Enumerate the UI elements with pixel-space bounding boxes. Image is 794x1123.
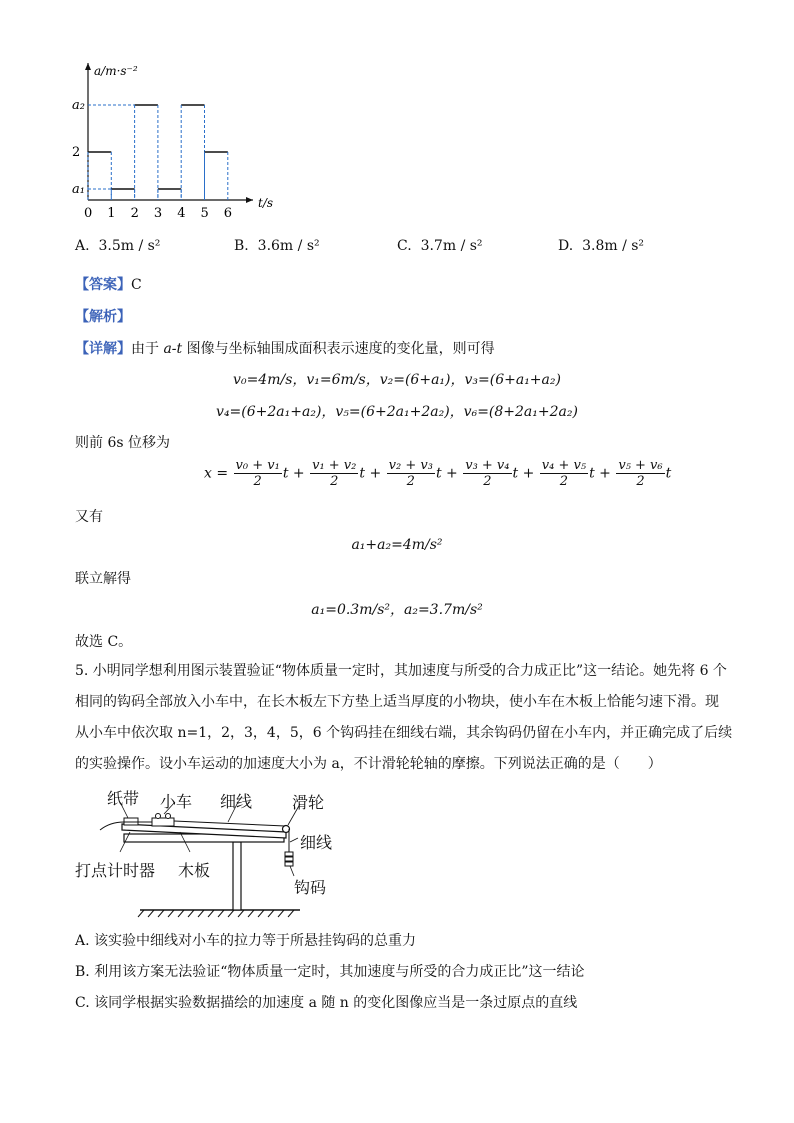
equation-velocities-2: v₄=(6+2a₁+a₂)，v₅=(6+2a₁+2a₂)，v₆=(8+2a₁+2a₂) bbox=[216, 404, 578, 420]
detail-label: 【详解】 bbox=[75, 341, 131, 357]
x-tick-label: 5 bbox=[200, 206, 209, 221]
detail-at: a-t bbox=[163, 341, 183, 357]
displacement-equation: x = $\frac{\text{v₀ + v₁}}{2}$ t + $\frac{\text{v₁ + v₂}}{2}$ t + $\frac{\text{v₂ + v₃}}{2}$ t + $\frac{\text{v₃ + v₄}}{2}$ t + $\frac{\text{v₄ + v₅}}{2}$ t + $\frac{\text{v₅ + v₆}}{2}$ t bbox=[204, 458, 672, 489]
also-text: 又有 bbox=[75, 509, 103, 525]
equation-result: a₁=0.3m/s²，a₂=3.7m/s² bbox=[311, 602, 483, 618]
option-b-letter: B. bbox=[234, 238, 249, 254]
fraction-1: $\frac{\text{v₀ + v₁}}{2}$ bbox=[235, 458, 280, 489]
y-axis-arrow bbox=[85, 63, 91, 70]
conclusion-text: 故选 C。 bbox=[75, 634, 133, 650]
y-axis-label: a/m·s⁻² bbox=[94, 64, 138, 78]
equation-velocities-1: v₀=4m/s，v₁=6m/s，v₂=(6+a₁)，v₃=(6+a₁+a₂) bbox=[233, 372, 561, 388]
fig-label-cart: 小车 bbox=[160, 792, 193, 811]
fig-label-timer: 打点计时器 bbox=[75, 861, 156, 880]
displacement-text: 则前 6s 位移为 bbox=[75, 435, 170, 451]
x-tick-label: 1 bbox=[107, 206, 116, 221]
option-c bbox=[397, 238, 483, 254]
option-b-text: 3.6m / s² bbox=[257, 238, 320, 254]
fig-label-pulley: 滑轮 bbox=[292, 793, 325, 812]
option-d bbox=[558, 238, 644, 254]
option-d-letter: D. bbox=[558, 238, 574, 254]
answer-label: 【答案】 bbox=[75, 277, 131, 293]
detail-text-1: 由于 bbox=[131, 341, 159, 357]
fig-label-board: 木板 bbox=[178, 861, 211, 880]
fraction-2: $\frac{\text{v₁ + v₂}}{2}$ bbox=[312, 458, 357, 489]
option-c-letter: C. bbox=[397, 238, 412, 254]
q5-line-4: 的实验操作。设小车运动的加速度大小为 a，不计滑轮轮轴的摩擦。下列说法正确的是（ ） bbox=[75, 756, 662, 772]
solve-text: 联立解得 bbox=[75, 571, 131, 587]
q5-line-3: 从小车中依次取 n=1，2，3，4，5，6 个钩码挂在细线右端，其余钩码仍留在小车内，并正确完成了后续 bbox=[75, 725, 733, 741]
equation-sum: a₁+a₂=4m/s² bbox=[351, 537, 443, 553]
fig-label-paper-tape: 纸带 bbox=[107, 789, 140, 808]
q5-option-c: C. 该同学根据实验数据描绘的加速度 a 随 n 的变化图像应当是一条过原点的直线 bbox=[75, 995, 578, 1011]
a-t-chart bbox=[60, 55, 290, 230]
x-axis-arrow bbox=[246, 197, 253, 203]
fraction-3: $\frac{\text{v₂ + v₃}}{2}$ bbox=[388, 458, 433, 489]
detail-text-2: 图像与坐标轴围成面积表示速度的变化量，则可得 bbox=[186, 341, 495, 357]
option-b bbox=[234, 238, 320, 254]
fraction-4: $\frac{\text{v₃ + v₄}}{2}$ bbox=[465, 458, 510, 489]
option-a-letter: A. bbox=[75, 238, 90, 254]
x-tick-label: 0 bbox=[84, 206, 93, 221]
analysis-label: 【解析】 bbox=[75, 309, 131, 325]
fraction-6: $\frac{\text{v₅ + v₆}}{2}$ bbox=[618, 458, 663, 489]
y-tick-label: a₂ bbox=[72, 98, 85, 113]
q5-option-a: A. 该实验中细线对小车的拉力等于所悬挂钩码的总重力 bbox=[75, 933, 417, 949]
y-tick-label: 2 bbox=[72, 145, 81, 160]
fig-label-string: 细线 bbox=[220, 792, 253, 811]
fraction-5: $\frac{\text{v₄ + v₅}}{2}$ bbox=[541, 458, 587, 489]
option-a bbox=[75, 238, 160, 254]
option-d-text: 3.8m / s² bbox=[582, 238, 645, 254]
x-tick-label: 6 bbox=[223, 206, 233, 221]
option-a-text: 3.5m / s² bbox=[98, 238, 161, 254]
q5-option-b: B. 利用该方案无法验证“物体质量一定时，其加速度与所受的合力成正比”这一结论 bbox=[75, 964, 585, 980]
x-tick-label: 2 bbox=[130, 206, 139, 221]
x-eq-lhs: x = bbox=[204, 465, 229, 482]
option-c-text: 3.7m / s² bbox=[420, 238, 483, 254]
x-tick-label: 3 bbox=[153, 206, 163, 221]
q5-line-1: 5. 小明同学想利用图示装置验证“物体质量一定时，其加速度与所受的合力成正比”这一结论。她先将 6 个 bbox=[75, 663, 727, 679]
x-tick-label: 4 bbox=[177, 206, 186, 221]
detail-line bbox=[75, 338, 495, 358]
answer-line bbox=[75, 274, 142, 294]
answer-value: C bbox=[131, 277, 142, 293]
fig-label-weights: 钩码 bbox=[294, 878, 327, 897]
analysis-line bbox=[75, 306, 131, 326]
y-tick-label: a₁ bbox=[72, 182, 85, 197]
q5-line-2: 相同的钩码全部放入小车中，在长木板左下方垫上适当厚度的小物块，使小车在木板上恰能匀速下滑。现 bbox=[75, 694, 719, 710]
fig-label-string-2: 细线 bbox=[300, 833, 333, 852]
x-axis-label: t/s bbox=[258, 196, 274, 210]
